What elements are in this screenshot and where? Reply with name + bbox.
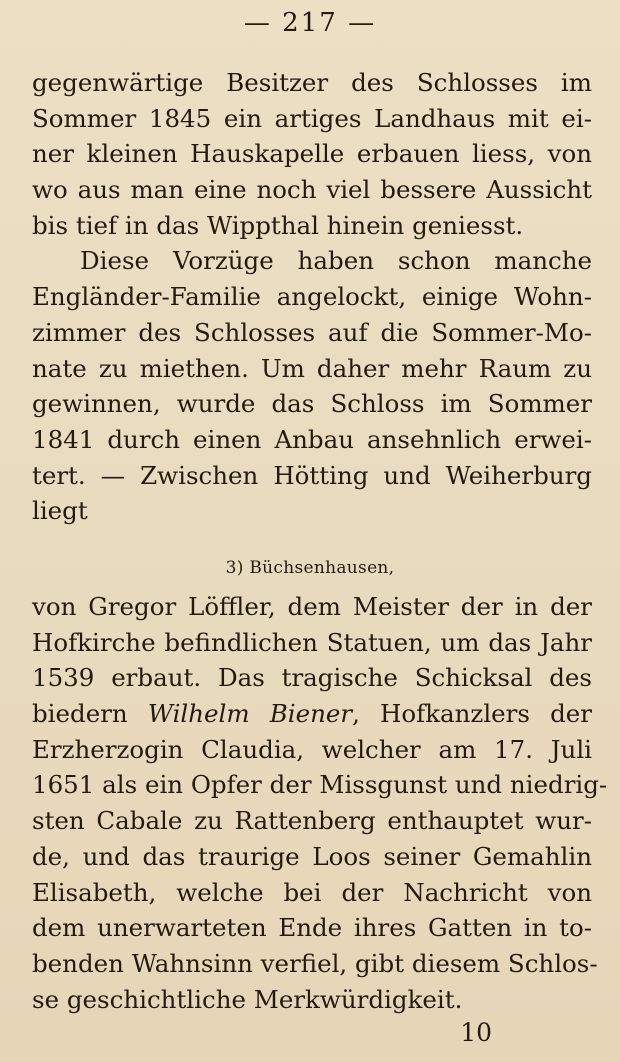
text-line: Engländer-Familie angelockt, einige Wohn- bbox=[32, 282, 592, 312]
text-line: tert. — Zwischen Hötting und Weiherburg bbox=[32, 460, 592, 490]
text-line: liegt bbox=[32, 496, 88, 526]
text-line: benden Wahnsinn verfiel, gibt diesem Schlos- bbox=[32, 948, 598, 978]
text-line: gewinnen, wurde das Schloss im Sommer bbox=[32, 389, 592, 419]
text-line: ner kleinen Hauskapelle erbauen liess, von bbox=[32, 139, 592, 169]
text-line: nate zu miethen. Um daher mehr Raum zu bbox=[32, 353, 592, 383]
text-line: 1651 als ein Opfer der Missgunst und niedrig- bbox=[32, 770, 608, 800]
text-fragment: , Hofkanzlers der bbox=[352, 699, 592, 729]
text-line: se geschichtliche Merkwürdigkeit. bbox=[32, 984, 463, 1014]
text-line: dem unerwarteten Ende ihres Gatten in to- bbox=[32, 913, 592, 943]
text-line: von Gregor Löffler, dem Meister der in der bbox=[32, 592, 592, 621]
text-line: zimmer des Schlosses auf die Sommer-Mo- bbox=[32, 317, 592, 347]
page-number-header: — 217 — bbox=[243, 8, 377, 38]
paragraph-section-2 bbox=[32, 589, 608, 1017]
text-line: 1539 erbaut. Das tragische Schicksal des bbox=[32, 663, 592, 693]
text-line: 1841 durch einen Anbau ansehnlich erwei- bbox=[32, 424, 592, 454]
text-line: Elisabeth, welche bei der Nachricht von bbox=[32, 877, 592, 907]
text-line: sten Cabale zu Rattenberg enthauptet wur- bbox=[32, 806, 592, 836]
text-line: Sommer 1845 ein artiges Landhaus mit ei- bbox=[32, 103, 592, 133]
italic-name: Wilhelm Biener bbox=[147, 699, 353, 729]
text-line-mixed bbox=[32, 696, 592, 732]
text-line: wo aus man eine noch viel bessere Aussicht bbox=[32, 175, 592, 205]
text-line: gegenwärtige Besitzer des Schlosses im bbox=[32, 68, 592, 97]
section-subheading: 3) Büchsenhausen, bbox=[225, 558, 395, 578]
signature-mark: 10 bbox=[460, 1018, 492, 1047]
text-line: Erzherzogin Claudia, welcher am 17. Juli bbox=[32, 734, 592, 764]
text-line: Hofkirche befindlichen Statuen, um das Jahr bbox=[32, 627, 592, 657]
text-line: de, und das traurige Loos seiner Gemahlin bbox=[32, 841, 592, 871]
text-line: Diese Vorzüge haben schon manche bbox=[80, 246, 592, 276]
text-fragment: biedern bbox=[32, 699, 128, 729]
paragraph-section-1 bbox=[32, 65, 592, 529]
text-line: bis tief in das Wippthal hinein geniesst. bbox=[32, 210, 524, 240]
